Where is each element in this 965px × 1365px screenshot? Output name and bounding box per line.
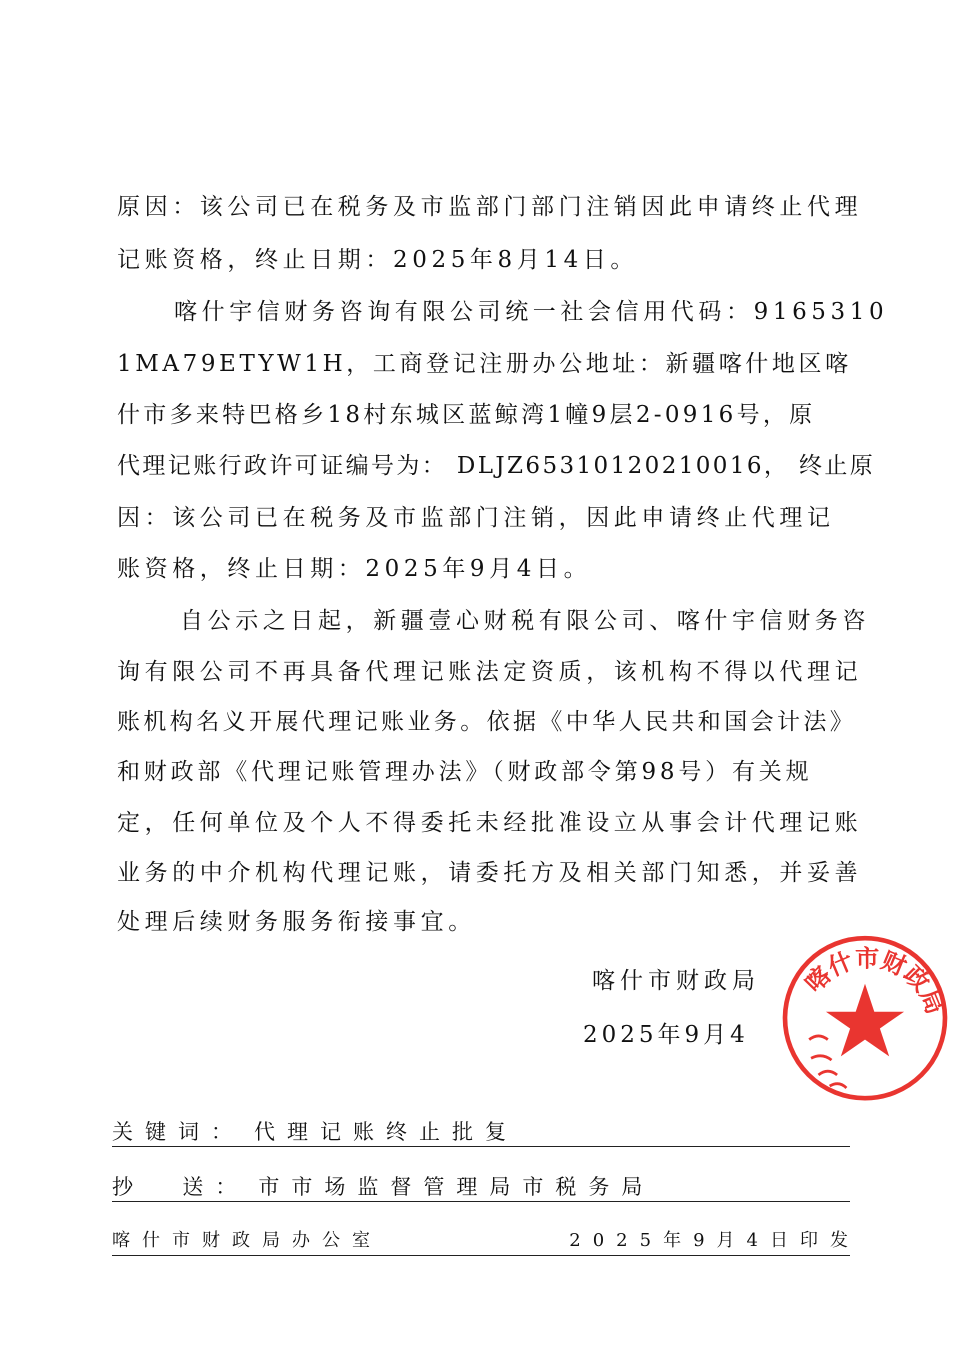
- body-line: 询有限公司不再具备代理记账法定资质，该机构不得以代理记: [117, 659, 863, 685]
- issuer-row: 喀什市财政局办公室 2025年9月4日印发: [112, 1227, 850, 1256]
- keywords-row: 关键词： 代理记账终止批复: [112, 1118, 850, 1147]
- seal-text: 喀什市财政局: [799, 944, 950, 1019]
- body-line: 因：该公司已在税务及市监部门注销，因此申请终止代理记: [117, 505, 835, 531]
- body-line: 账资格，终止日期：2025年9月4日。: [117, 556, 592, 582]
- body-line: 1MA79ETYW1H，工商登记注册办公地址：新疆喀什地区喀: [117, 351, 852, 377]
- body-line: 什市多来特巴格乡18村东城区蓝鲸湾1幢9层2-0916号，原: [117, 402, 816, 428]
- body-line: 和财政部《代理记账管理办法》（财政部令第98号）有关规: [117, 759, 813, 785]
- body-line: 自公示之日起，新疆壹心财税有限公司、喀什宇信财务咨: [180, 608, 870, 634]
- body-line: 业务的中介机构代理记账，请委托方及相关部门知悉，并妥善: [117, 860, 863, 886]
- official-seal: [772, 928, 958, 1114]
- body-line: 处理后续财务服务衔接事宜。: [117, 909, 476, 935]
- body-line: 定，任何单位及个人不得委托未经批准设立从事会计代理记账: [117, 810, 863, 836]
- body-line: 账机构名义开展代理记账业务。依据《中华人民共和国会计法》: [117, 709, 857, 735]
- body-line: 喀什宇信财务咨询有限公司统一社会信用代码：9165310: [174, 299, 889, 325]
- signature-org: 喀什市财政局: [592, 968, 760, 994]
- body-line: 原因：该公司已在税务及市监部门部门注销因此申请终止代理: [117, 194, 863, 220]
- body-line: 记账资格，终止日期：2025年8月14日。: [117, 247, 639, 273]
- cc-row: 抄 送： 市市场监督管理局市税务局: [112, 1173, 850, 1202]
- signature-date: 2025年9月4: [583, 1022, 749, 1048]
- body-line: 代理记账行政许可证编号为： DLJZ65310120210016， 终止原: [117, 453, 876, 479]
- star-icon: [826, 984, 904, 1057]
- svg-text:喀什市财政局: [800, 945, 950, 1018]
